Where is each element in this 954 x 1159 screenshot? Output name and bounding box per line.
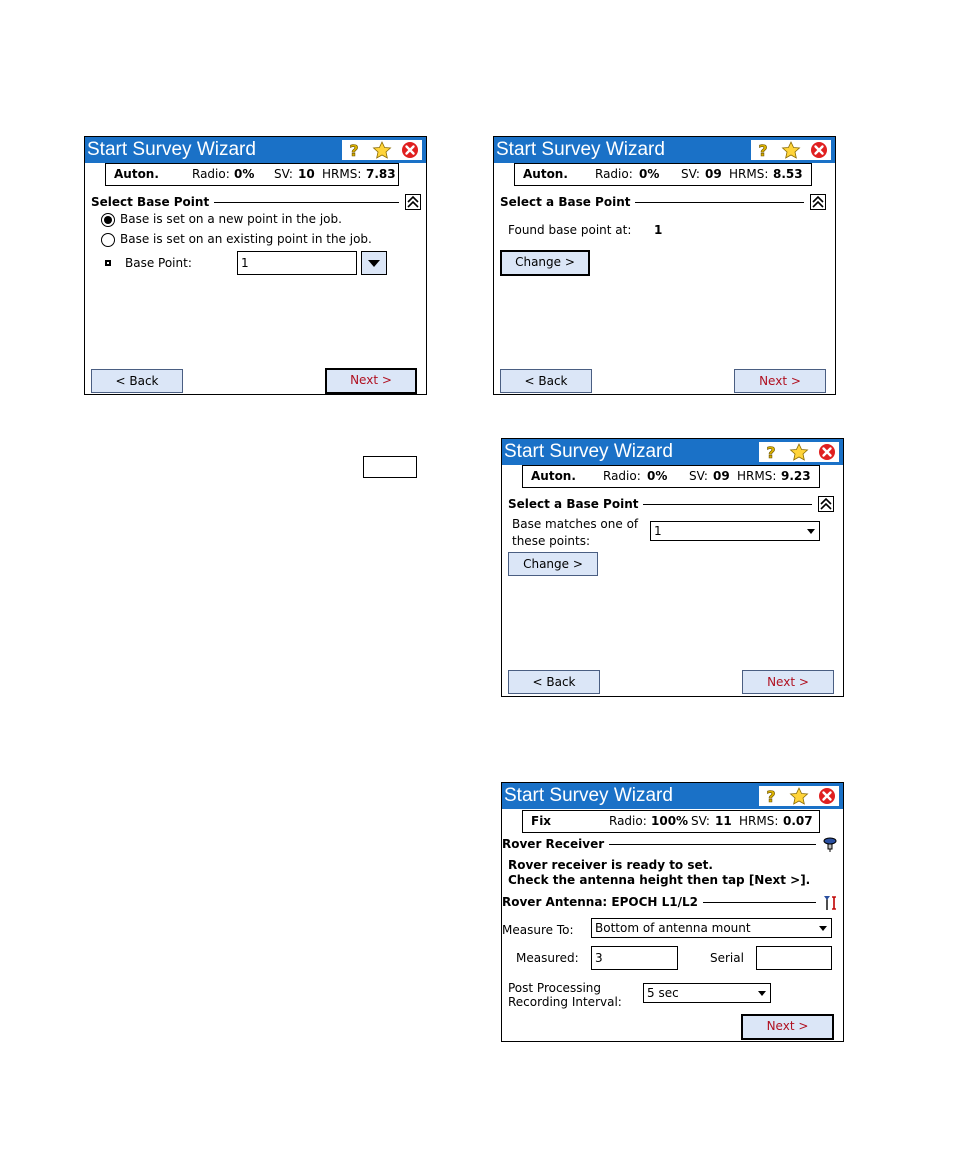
section-header-select-base-point — [91, 194, 421, 210]
section-header-select-a-base-point — [508, 496, 834, 512]
next-button[interactable]: Next > — [741, 1014, 834, 1040]
status-hrms-label: HRMS: — [322, 167, 362, 181]
section-divider — [635, 202, 804, 203]
bullet-icon — [105, 260, 111, 266]
status-sv-label: SV: — [681, 167, 700, 181]
status-sv-value: 11 — [715, 814, 732, 828]
status-radio-value: 0% — [639, 167, 660, 181]
measure-to-label: Measure To: — [502, 923, 574, 937]
radio-new-point-label: Base is set on a new point in the job. — [120, 212, 342, 226]
measured-value: 3 — [595, 951, 603, 965]
status-radio-label: Radio: — [609, 814, 647, 828]
close-icon[interactable] — [400, 141, 420, 159]
chevron-down-icon — [807, 529, 815, 534]
serial-label: Serial — [710, 951, 744, 965]
section-divider — [643, 504, 812, 505]
base-matches-label-line-2: these points: — [512, 534, 591, 548]
wizard-window-rover-receiver — [501, 782, 844, 1042]
base-matches-label-line-1: Base matches one of — [512, 517, 639, 531]
section-divider — [609, 844, 816, 845]
section-header-rover-receiver — [502, 836, 838, 852]
gnss-status-bar[interactable] — [105, 163, 399, 186]
wizard-window-select-base-point — [84, 136, 427, 395]
recording-interval-value: 5 sec — [647, 986, 679, 1000]
measured-label: Measured: — [516, 951, 579, 965]
status-hrms-value: 8.53 — [773, 167, 803, 181]
radio-new-point[interactable] — [101, 213, 115, 227]
title-bar — [502, 783, 843, 809]
window-title: Start Survey Wizard — [504, 785, 673, 806]
favorites-star-icon[interactable] — [372, 141, 392, 159]
back-button[interactable]: < Back — [508, 670, 600, 694]
base-point-input[interactable] — [237, 251, 357, 275]
title-bar — [85, 137, 426, 163]
status-sv-value: 09 — [705, 167, 722, 181]
next-button[interactable]: Next > — [742, 670, 834, 694]
status-sv-label: SV: — [274, 167, 293, 181]
status-radio-value: 0% — [234, 167, 255, 181]
svg-text:?: ? — [349, 141, 359, 159]
status-mode: Auton. — [114, 167, 159, 181]
section-title: Select a Base Point — [508, 497, 639, 511]
title-bar-icons — [759, 786, 839, 806]
help-icon[interactable] — [344, 141, 364, 159]
radio-existing-point[interactable] — [101, 233, 115, 247]
svg-text:?: ? — [758, 141, 768, 159]
base-matches-value: 1 — [654, 524, 662, 538]
window-title: Start Survey Wizard — [504, 441, 673, 462]
back-button[interactable]: < Back — [500, 369, 592, 393]
measure-to-dropdown[interactable] — [591, 918, 832, 938]
wizard-window-base-matches — [501, 438, 844, 697]
title-bar-icons — [342, 140, 422, 160]
receiver-icon — [822, 836, 838, 852]
gnss-status-bar[interactable] — [522, 810, 820, 833]
title-bar-icons — [751, 140, 831, 160]
status-sv-label: SV: — [689, 469, 708, 483]
section-header-select-a-base-point — [500, 194, 826, 210]
chevron-down-icon — [758, 991, 766, 996]
svg-text:?: ? — [766, 443, 776, 461]
post-processing-label-line-1: Post Processing — [508, 981, 601, 995]
empty-box — [363, 456, 417, 478]
gnss-status-bar[interactable] — [522, 465, 820, 488]
status-radio-label: Radio: — [192, 167, 230, 181]
svg-text:?: ? — [766, 787, 776, 805]
section-header-rover-antenna — [502, 894, 838, 910]
section-title: Rover Antenna: EPOCH L1/L2 — [502, 895, 699, 909]
radio-existing-point-label: Base is set on an existing point in the job. — [120, 232, 372, 246]
recording-interval-dropdown[interactable] — [643, 983, 771, 1003]
back-button[interactable]: < Back — [91, 369, 183, 393]
title-bar-icons — [759, 442, 839, 462]
status-mode: Auton. — [531, 469, 576, 483]
status-radio-label: Radio: — [603, 469, 641, 483]
status-mode: Fix — [531, 814, 552, 828]
section-title: Rover Receiver — [502, 837, 605, 851]
collapse-section-icon[interactable] — [810, 194, 826, 210]
help-icon[interactable] — [761, 443, 781, 461]
status-radio-value: 100% — [651, 814, 689, 828]
base-point-value: 1 — [241, 256, 249, 270]
next-button[interactable]: Next > — [325, 368, 417, 394]
favorites-star-icon[interactable] — [789, 443, 809, 461]
close-icon[interactable] — [809, 141, 829, 159]
antenna-height-icon — [822, 894, 838, 910]
found-base-point-value: 1 — [654, 223, 663, 237]
base-matches-dropdown[interactable] — [650, 521, 820, 541]
favorites-star-icon[interactable] — [789, 787, 809, 805]
favorites-star-icon[interactable] — [781, 141, 801, 159]
change-button[interactable]: Change > — [508, 552, 598, 576]
status-hrms-label: HRMS: — [737, 469, 777, 483]
title-bar — [494, 137, 835, 163]
title-bar — [502, 439, 843, 465]
status-radio-value: 0% — [647, 469, 668, 483]
section-title: Select Base Point — [91, 195, 210, 209]
status-sv-value: 09 — [713, 469, 730, 483]
chevron-down-icon — [819, 926, 827, 931]
close-icon[interactable] — [817, 443, 837, 461]
next-button[interactable]: Next > — [734, 369, 826, 393]
ready-message-line-2: Check the antenna height then tap [Next >]. — [508, 873, 811, 887]
status-hrms-label: HRMS: — [739, 814, 779, 828]
collapse-section-icon[interactable] — [405, 194, 421, 210]
status-mode: Auton. — [523, 167, 568, 181]
measure-to-value: Bottom of antenna mount — [595, 921, 751, 935]
wizard-window-found-base-point — [493, 136, 836, 395]
base-point-dropdown-button[interactable] — [361, 251, 387, 275]
post-processing-label-line-2: Recording Interval: — [508, 995, 622, 1009]
help-icon[interactable] — [761, 787, 781, 805]
close-icon[interactable] — [817, 787, 837, 805]
status-sv-value: 10 — [298, 167, 315, 181]
window-title: Start Survey Wizard — [87, 139, 256, 160]
ready-message-line-1: Rover receiver is ready to set. — [508, 858, 713, 872]
measured-input[interactable] — [591, 946, 678, 970]
status-sv-label: SV: — [691, 814, 710, 828]
status-hrms-label: HRMS: — [729, 167, 769, 181]
collapse-section-icon[interactable] — [818, 496, 834, 512]
status-hrms-value: 0.07 — [783, 814, 813, 828]
section-divider — [703, 902, 816, 903]
status-hrms-value: 9.23 — [781, 469, 811, 483]
section-title: Select a Base Point — [500, 195, 631, 209]
window-title: Start Survey Wizard — [496, 139, 665, 160]
status-hrms-value: 7.83 — [366, 167, 396, 181]
help-icon[interactable] — [753, 141, 773, 159]
serial-input[interactable] — [756, 946, 832, 970]
base-point-label: Base Point: — [125, 256, 192, 270]
status-radio-label: Radio: — [595, 167, 633, 181]
section-divider — [214, 202, 399, 203]
change-button[interactable]: Change > — [500, 250, 590, 276]
gnss-status-bar[interactable] — [514, 163, 812, 186]
found-base-point-label: Found base point at: — [508, 223, 632, 237]
